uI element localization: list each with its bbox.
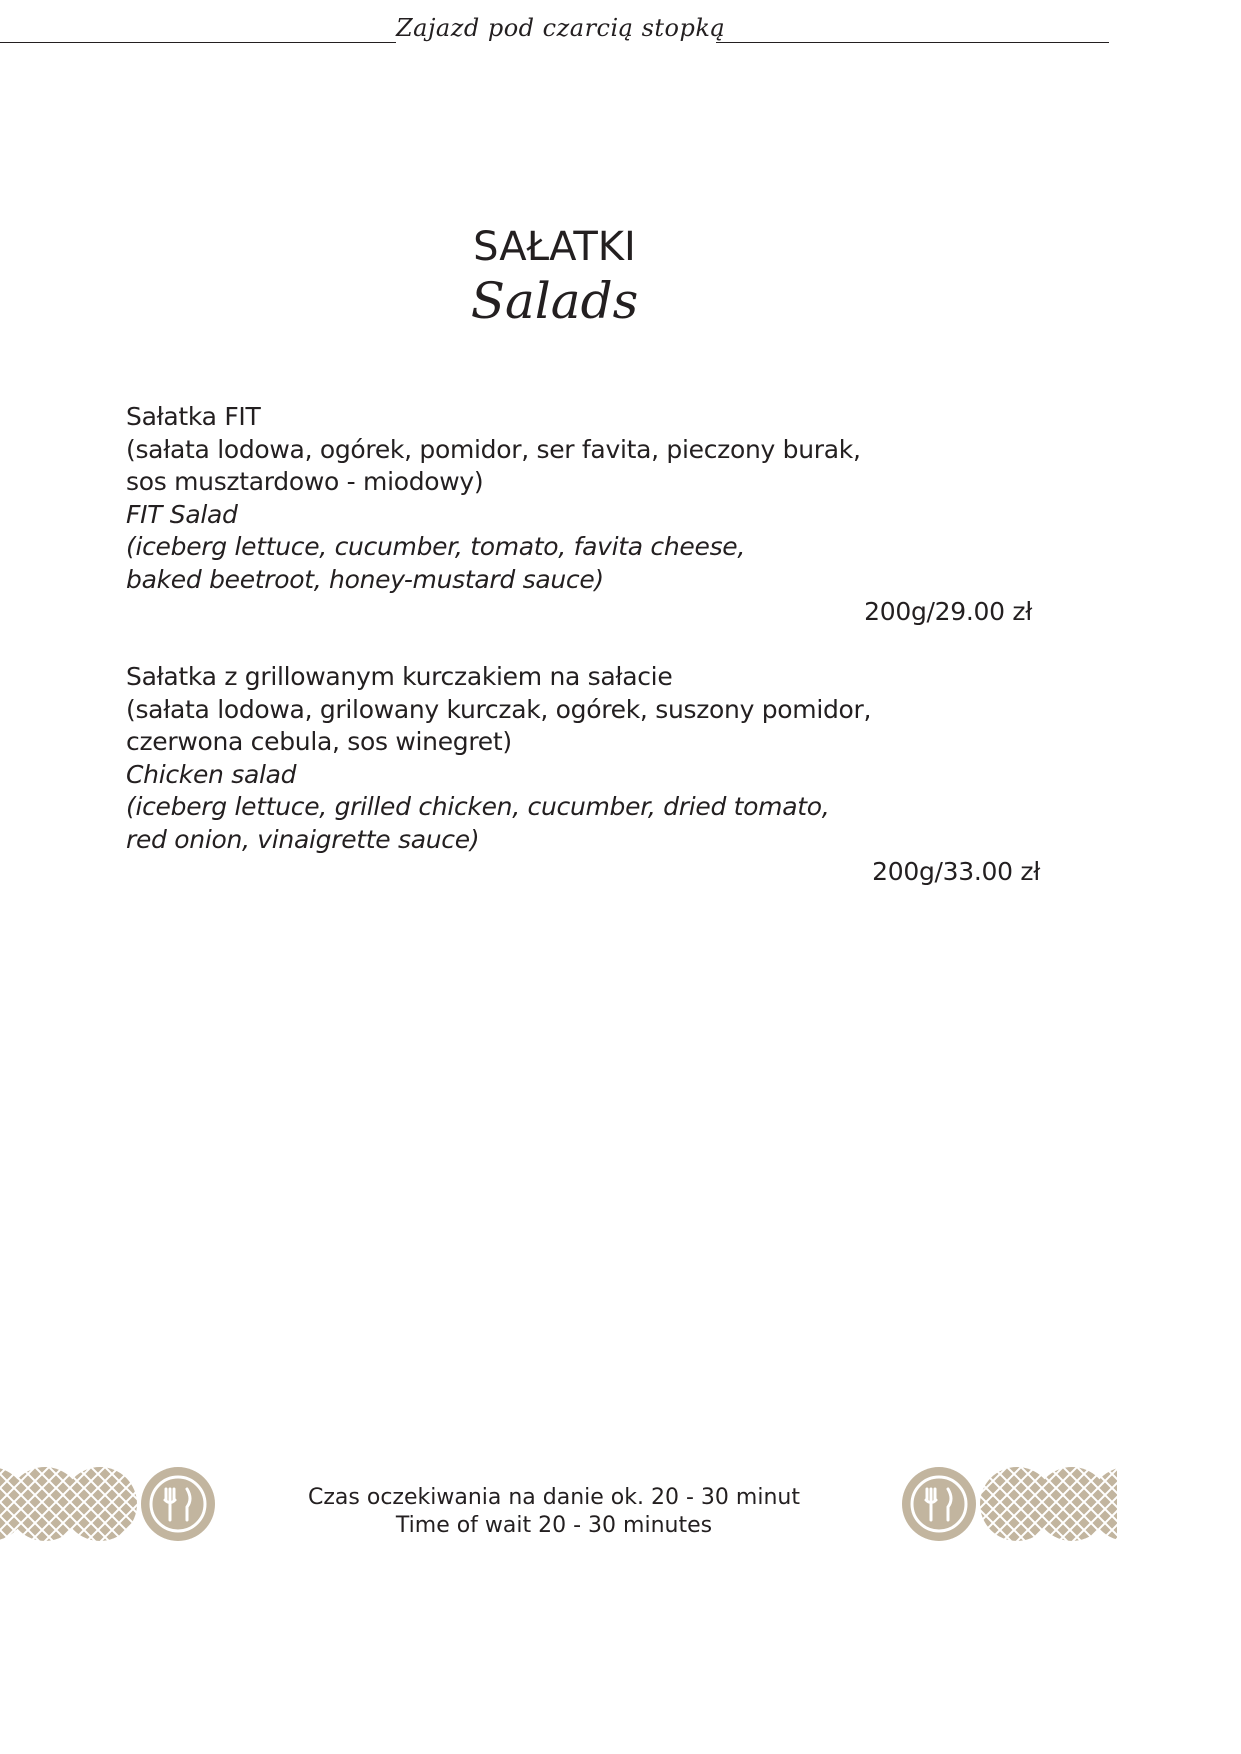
item-price: 200g/33.00 zł — [872, 857, 1040, 886]
header-rule-right — [716, 42, 1109, 43]
item-description-pl: sos musztardowo - miodowy) — [126, 467, 484, 497]
header-rule-left — [0, 42, 396, 43]
section-title-pl: SAŁATKI — [473, 224, 636, 270]
item-description-en: baked beetroot, honey-mustard sauce) — [126, 564, 604, 594]
footer-ornament-left — [0, 1467, 215, 1541]
item-name-en: FIT Salad — [126, 499, 238, 529]
menu-item — [126, 401, 1046, 626]
item-description-en: red onion, vinaigrette sauce) — [126, 824, 480, 854]
wait-time-en: Time of wait 20 - 30 minutes — [395, 1513, 713, 1538]
item-description-pl: (sałata lodowa, grilowany kurczak, ogórek, suszony pomidor, — [126, 694, 872, 724]
footer-wait-time — [254, 1484, 854, 1540]
item-price: 200g/29.00 zł — [864, 597, 1032, 626]
item-name-pl: Sałatka z grillowanym kurczakiem na sałacie — [126, 662, 673, 691]
item-description-pl: (sałata lodowa, ogórek, pomidor, ser favita, pieczony burak, — [126, 434, 861, 464]
menu-item — [126, 661, 1046, 886]
item-description-pl: czerwona cebula, sos winegret) — [126, 727, 512, 757]
wait-time-pl: Czas oczekiwania na danie ok. 20 - 30 minut — [308, 1485, 800, 1510]
footer-ornament-right — [902, 1467, 1117, 1541]
item-description-en: (iceberg lettuce, grilled chicken, cucumber, dried tomato, — [126, 792, 830, 822]
section-title-en: Salads — [470, 272, 639, 330]
item-description-en: (iceberg lettuce, cucumber, tomato, favita cheese, — [126, 532, 746, 562]
restaurant-brand: Zajazd pod czarcią stopką — [396, 14, 726, 42]
item-name-en: Chicken salad — [126, 759, 297, 789]
item-name-pl: Sałatka FIT — [126, 402, 261, 431]
